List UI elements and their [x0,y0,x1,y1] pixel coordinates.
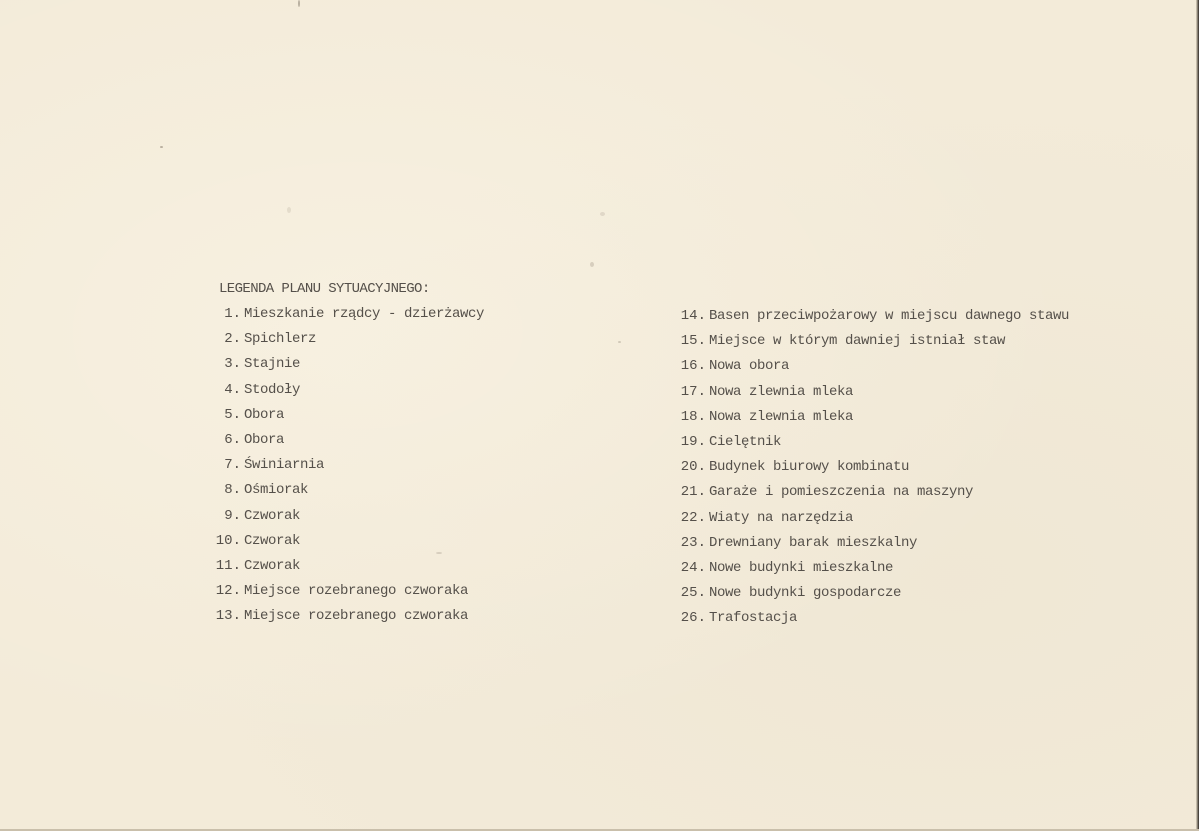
paper-speck [590,262,594,267]
legend-item-text: Cielętnik [709,433,782,450]
legend-item [205,507,484,532]
legend-item-text: Spichlerz [244,331,317,348]
legend-item-text: Budynek biurowy kombinatu [709,459,910,476]
legend-item-number: 17. [680,383,706,400]
paper-speck [298,0,300,7]
legend-item-text: Mieszkanie rządcy - dzierżawcy [244,306,485,322]
legend-item-number: 16. [680,358,706,375]
legend-item [205,355,484,380]
legend-item-number: 6. [224,431,241,448]
legend-list-left [205,305,484,632]
legend-item-text: Czworak [244,532,301,549]
legend-item-text: Trafostacja [709,610,798,627]
legend-item [205,431,484,456]
legend-item [205,607,484,632]
legend-item [670,584,1069,609]
legend-item-text: Garaże i pomieszczenia na maszyny [709,484,974,501]
legend-item [205,532,484,557]
legend-item-number: 25. [680,585,706,602]
legend-item [670,433,1069,458]
legend-item-text: Nowa obora [709,358,790,375]
legend-item-number: 3. [224,356,241,373]
legend-item [205,381,484,406]
legend-item [670,357,1069,382]
legend-item-text: Obora [244,431,285,448]
legend-item-text: Nowa zlewnia mleka [709,408,854,425]
legend-item [205,481,484,506]
legend-item-text: Wiaty na narzędzia [709,509,854,526]
legend-item [205,330,484,355]
legend-item-text: Miejsce w którym dawniej istniał staw [709,333,1006,350]
paper-speck [618,341,621,343]
legend-item-number: 13. [215,608,241,625]
legend-item-number: 19. [680,433,706,450]
legend-list-right [670,307,1069,634]
legend-item-text: Nowe budynki mieszkalne [709,559,894,576]
legend-item-number: 4. [224,381,241,398]
legend-item-text: Basen przeciwpożarowy w miejscu dawnego stawu [709,308,1070,324]
legend-item [670,408,1069,433]
legend-item-number: 10. [215,532,241,549]
legend-item-text: Czworak [244,507,301,524]
legend-item-text: Nowa zlewnia mleka [709,383,854,400]
legend-item-number: 15. [680,333,706,350]
legend-item [670,483,1069,508]
legend-item-number: 24. [680,559,706,576]
legend-item-text: Drewniany barak mieszkalny [709,534,918,551]
legend-title: LEGENDA PLANU SYTUACYJNEGO: [219,281,430,297]
paper-speck [287,207,291,213]
paper-speck [160,146,163,148]
legend-item-text: Miejsce rozebranego czworaka [244,583,469,600]
legend-item-number: 7. [224,457,241,474]
legend-item [670,307,1069,332]
legend-item [205,406,484,431]
legend-item-text: Miejsce rozebranego czworaka [244,608,469,625]
legend-item-number: 8. [224,482,241,499]
legend-item-number: 14. [680,308,706,324]
legend-item [670,559,1069,584]
legend-item-text: Stodoły [244,381,301,398]
legend-item-number: 11. [215,557,241,574]
legend-item-text: Stajnie [244,356,301,373]
legend-item-text: Obora [244,406,285,423]
legend-item [205,456,484,481]
paper-speck [600,212,605,216]
legend-item-number: 22. [680,509,706,526]
legend-item-number: 23. [680,534,706,551]
legend-item-number: 26. [680,610,706,627]
legend-item [670,609,1069,634]
legend-item-number: 5. [224,406,241,423]
legend-item-number: 9. [224,507,241,524]
legend-item-text: Nowe budynki gospodarcze [709,585,902,602]
legend-item-text: Ośmiorak [244,482,309,499]
legend-item [205,582,484,607]
legend-item [670,332,1069,357]
legend-item [205,305,484,330]
legend-item-number: 18. [680,408,706,425]
legend-item [670,534,1069,559]
legend-item-text: Czworak [244,557,301,574]
legend-item [670,383,1069,408]
legend-item-number: 1. [224,306,241,322]
legend-item-number: 2. [224,331,241,348]
legend-item [670,509,1069,534]
legend-item-number: 20. [680,459,706,476]
legend-item-number: 12. [215,583,241,600]
legend-item-text: Świniarnia [244,457,325,474]
legend-item [670,458,1069,483]
legend-item-number: 21. [680,484,706,501]
legend-item [205,557,484,582]
